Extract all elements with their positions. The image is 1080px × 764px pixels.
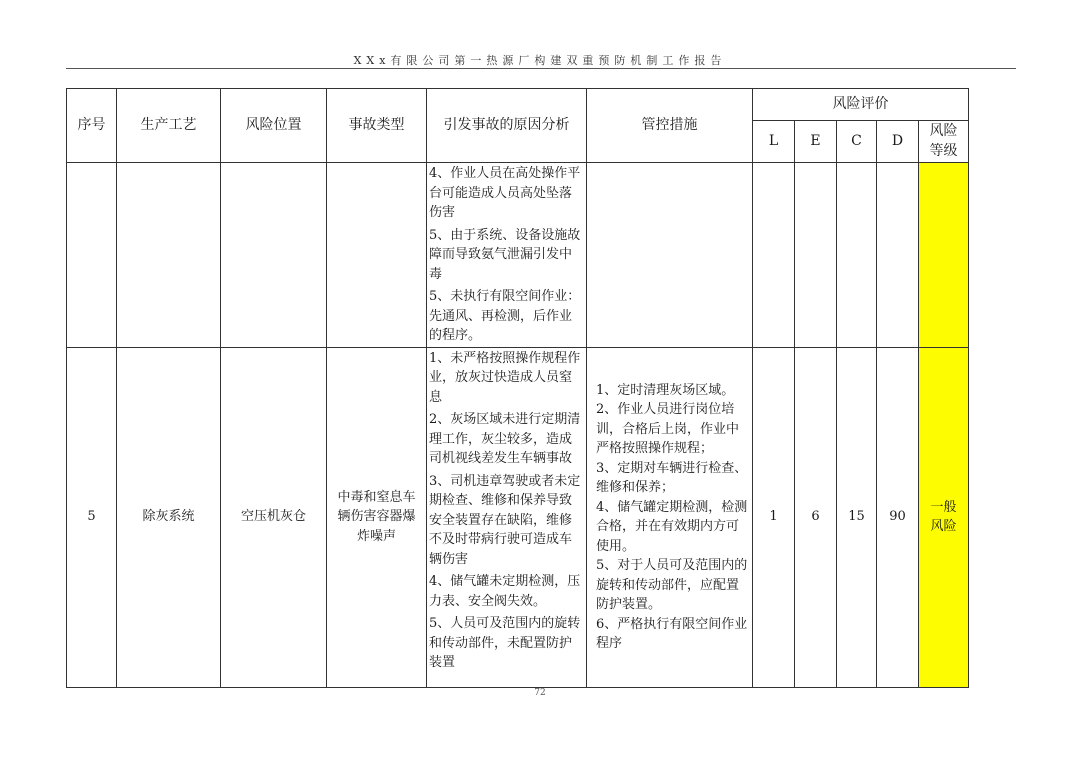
cause-item: 2、灰场区域未进行定期清理工作，灰尘较多，造成司机视线差发生车辆事故	[429, 412, 581, 466]
header-D: D	[877, 121, 919, 163]
cell-cause-analysis	[427, 347, 587, 687]
header-E: E	[795, 121, 837, 163]
cell-process: 除灰系统	[117, 347, 221, 687]
cause-item: 5、人员可及范围内的旋转和传动部件，未配置防护装置	[429, 616, 581, 670]
header-L: L	[753, 121, 795, 163]
cell-cause-analysis	[427, 163, 587, 348]
cell-seq: 5	[67, 347, 117, 687]
cause-item: 5、未执行有限空间作业：先通风、再检测，后作业的程序。	[429, 289, 581, 343]
cause-item: 1、未严格按照操作规程作业，放灰过快造成人员窒息	[429, 350, 581, 405]
control-item: 1、定时清理灰场区域。	[596, 382, 735, 398]
control-item: 5、对于人员可及范围内的旋转和传动部件，应配置防护装置。	[596, 558, 748, 612]
page-number: 72	[534, 688, 546, 698]
cell-D: 90	[877, 347, 919, 687]
cell-risk-level	[919, 163, 969, 348]
table-row	[67, 163, 969, 348]
cell-L: 1	[753, 347, 795, 687]
control-item: 2、作业人员进行岗位培训，合格后上岗，作业中严格按照操作规程；	[596, 402, 740, 456]
cell-accident-type	[327, 163, 427, 348]
cause-item: 4、作业人员在高处操作平台可能造成人员高处坠落伤害	[429, 166, 581, 220]
cause-item: 3、司机违章驾驶或者未定期检查、维修和保养导致安全装置存在缺陷，维修不及时带病行驶可造成车辆伤害	[429, 473, 581, 567]
cell-C: 15	[837, 347, 877, 687]
header-risk-level: 风险等级	[919, 121, 969, 163]
table-row	[67, 347, 969, 687]
cell-E: 6	[795, 347, 837, 687]
cell-D	[877, 163, 919, 348]
cell-location: 空压机灰仓	[221, 347, 327, 687]
cell-E	[795, 163, 837, 348]
header-risk-evaluation: 风险评价	[753, 89, 969, 121]
cause-item: 4、储气罐未定期检测，压力表、安全阀失效。	[429, 574, 581, 609]
cell-control-measures	[587, 163, 753, 348]
cell-L	[753, 163, 795, 348]
report-header-title: XXx有限公司第一热源厂构建双重预防机制工作报告	[353, 54, 727, 67]
cell-accident-type: 中毒和窒息车辆伤害容器爆炸噪声	[327, 347, 427, 687]
header-location: 风险位置	[221, 89, 327, 163]
risk-assessment-table	[66, 88, 969, 688]
control-item: 6、严格执行有限空间作业程序	[596, 616, 748, 651]
cell-process	[117, 163, 221, 348]
header-process: 生产工艺	[117, 89, 221, 163]
header-accident-type: 事故类型	[327, 89, 427, 163]
header-divider	[66, 68, 1016, 69]
cell-seq	[67, 163, 117, 348]
control-item: 4、储气罐定期检测，检测合格，并在有效期内方可使用。	[596, 499, 748, 554]
cell-C	[837, 163, 877, 348]
cause-item: 5、由于系统、设备设施故障而导致氨气泄漏引发中毒	[429, 227, 581, 282]
header-control-measures: 管控措施	[587, 89, 753, 163]
header-seq: 序号	[67, 89, 117, 163]
header-cause-analysis: 引发事故的原因分析	[427, 89, 587, 163]
cell-location	[221, 163, 327, 348]
control-item: 3、定期对车辆进行检查、维修和保养；	[596, 460, 748, 495]
header-C: C	[837, 121, 877, 163]
cell-control-measures	[587, 347, 753, 687]
cell-risk-level: 一般风险	[919, 347, 969, 687]
